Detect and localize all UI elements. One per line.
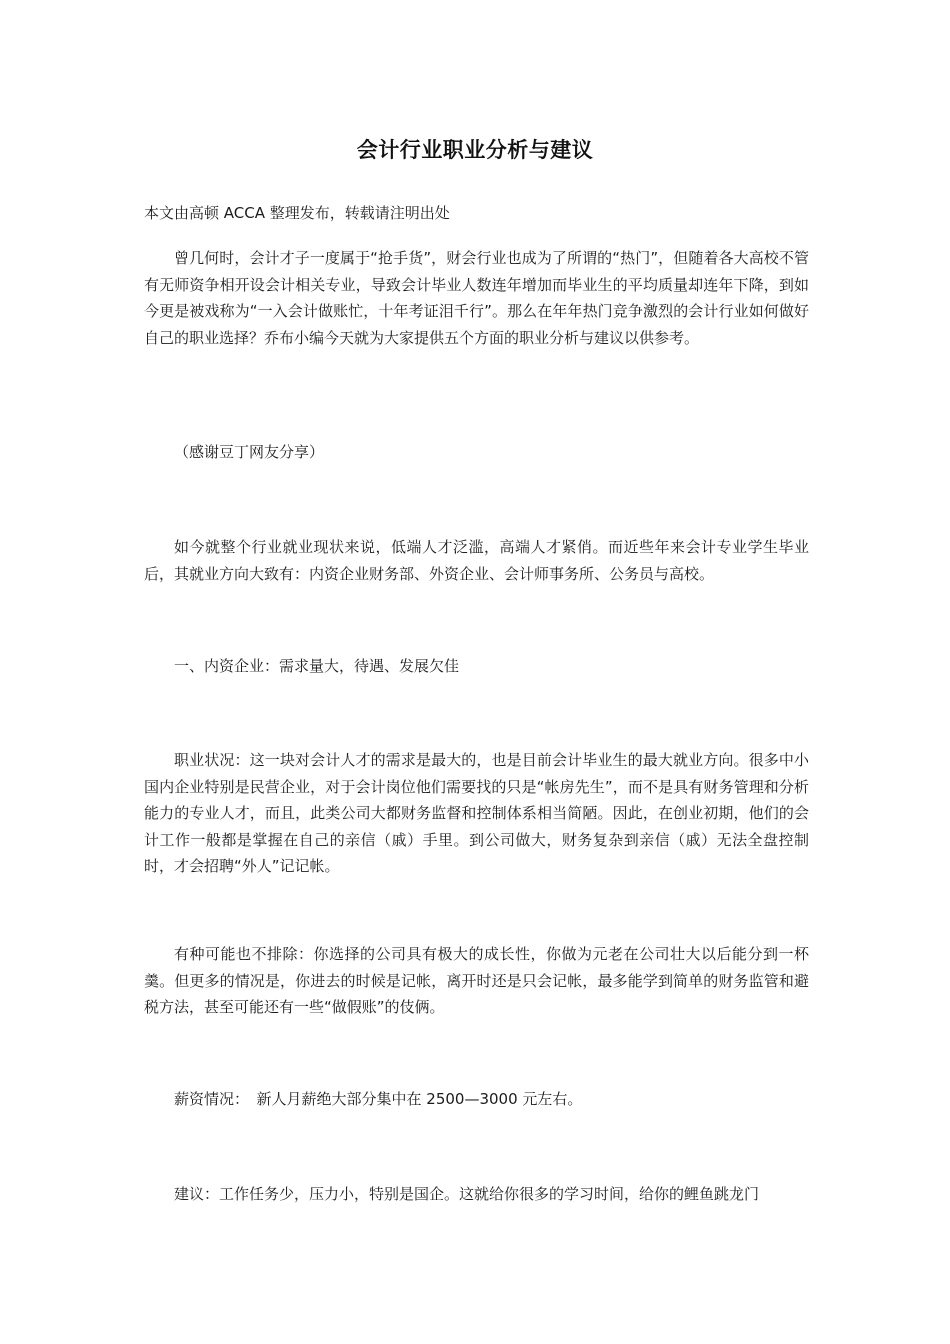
section-heading-domestic: 一、内资企业：需求量大，待遇、发展欠佳 xyxy=(174,657,460,675)
paragraph-thanks: （感谢豆丁网友分享） xyxy=(174,443,325,461)
paragraph-possibility: 有种可能也不排除：你选择的公司具有极大的成长性，你做为元老在公司壮大以后能分到一杯羹。但更多的情况是，你进去的时候是记帐，离开时还是只会记帐，最多能学到简单的财务监管和避税方法，甚至可能还有一些“做假账”的伎俩。 xyxy=(144,945,809,1016)
document-title: 会计行业职业分析与建议 xyxy=(356,138,594,162)
paragraph-career-status: 职业状况：这一块对会计人才的需求是最大的，也是目前会计毕业生的最大就业方向。很多中小国内企业特别是民营企业，对于会计岗位他们需要找的只是“帐房先生”，而不是具有财务管理和分析能力的专业人才，而且，此类公司大都财务监督和控制体系相当简陋。因此，在创业初期，他们的会计工作一般都是掌握在自己的亲信（戚）手里。到公司做大，财务复杂到亲信（戚）无法全盘控制时，才会招聘“外人”记记帐。 xyxy=(144,751,809,875)
paragraph-employment-status: 如今就整个行业就业现状来说，低端人才泛滥，高端人才紧俏。而近些年来会计专业学生毕业后，其就业方向大致有：内资企业财务部、外资企业、会计师事务所、公务员与高校。 xyxy=(144,538,809,583)
paragraph-suggestion: 建议：工作任务少，压力小，特别是国企。这就给你很多的学习时间，给你的鲤鱼跳龙门 xyxy=(174,1185,760,1203)
paragraph-intro: 曾几何时，会计才子一度属于“抢手货”，财会行业也成为了所谓的“热门”，但随着各大高校不管有无师资争相开设会计相关专业，导致会计毕业人数连年增加而毕业生的平均质量却连年下降，到如今更是被戏称为“一入会计做账忙，十年考证泪千行”。那么在年年热门竞争激烈的会计行业如何做好自己的职业选择？乔布小编今天就为大家提供五个方面的职业分析与建议以供参考。 xyxy=(144,249,809,347)
paragraph-salary: 薪资情况： 新人月薪绝大部分集中在 2500—3000 元左右。 xyxy=(174,1090,583,1108)
source-note: 本文由高顿 ACCA 整理发布，转载请注明出处 xyxy=(144,204,450,222)
